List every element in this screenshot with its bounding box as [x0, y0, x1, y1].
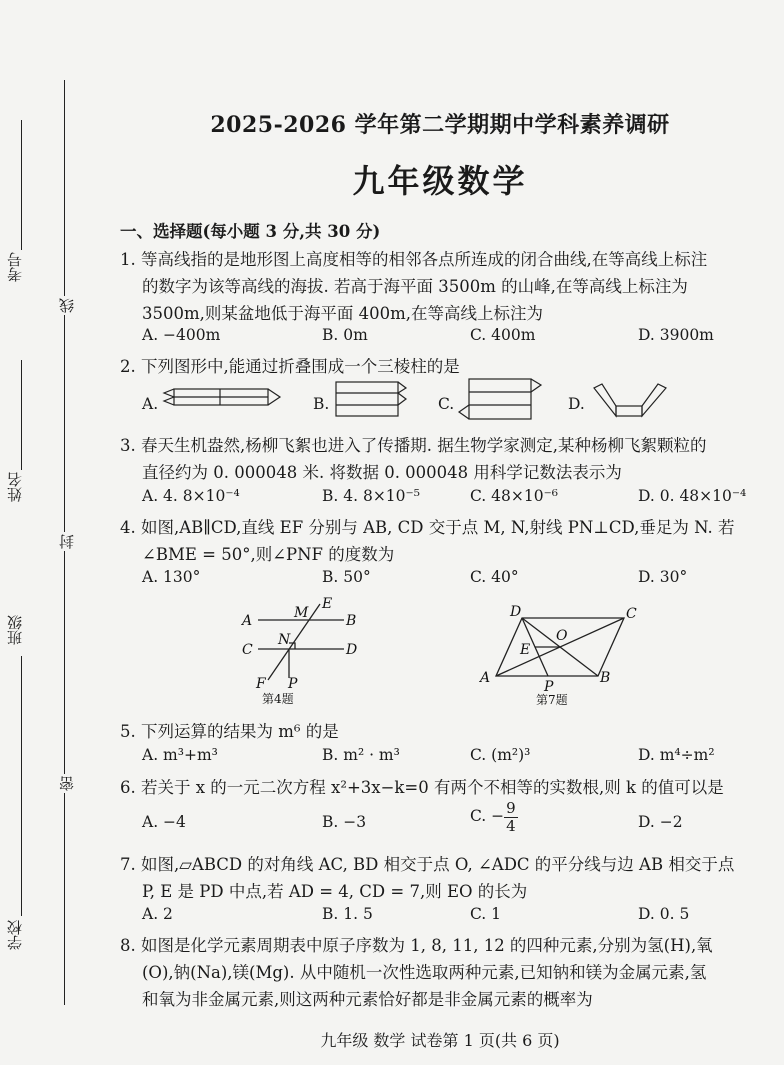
q7-option-a: A. 2 [142, 905, 173, 923]
class-rule [21, 656, 22, 916]
q5-option-b: B. m² · m³ [322, 746, 400, 764]
fig4-label-c: C [242, 642, 253, 658]
section-heading: 一、选择题(每小题 3 分,共 30 分) [120, 222, 381, 241]
q2-option-c: C. [438, 395, 455, 413]
q4-line1: 4. 如图,AB∥CD,直线 EF 分别与 AB, CD 交于点 M, N,射线 PN⊥CD,垂足为 N. 若 [120, 518, 735, 537]
fig4-label-m: M [294, 605, 309, 621]
name-label: 姓名 [6, 472, 24, 502]
school-label: 学校 [6, 920, 24, 950]
q1-option-c: C. 400m [470, 326, 536, 344]
exam-number-label: 考号 [6, 252, 24, 282]
binding-char-xian: 线 [58, 298, 76, 313]
q3-option-c: C. 48×10⁻⁶ [470, 487, 558, 505]
fraction [504, 800, 518, 834]
fig4-label-n: N [278, 632, 291, 648]
q1-line1: 1. 等高线指的是地形图上高度相等的相邻各点所连成的闭合曲线,在等高线上标注 [120, 250, 708, 269]
q7-option-b: B. 1. 5 [322, 905, 373, 923]
fig4-caption: 第4题 [262, 692, 294, 706]
q1-option-b: B. 0m [322, 326, 368, 344]
fig4-label-p: P [288, 676, 298, 692]
exam-title: 2025-2026 学年第二学期期中学科素养调研 [210, 112, 670, 138]
figure-4 [236, 596, 366, 708]
fig7-label-c: C [626, 606, 637, 622]
q4-option-a: A. 130° [142, 568, 201, 586]
fig7-caption: 第7题 [536, 693, 568, 707]
q4-option-b: B. 50° [322, 568, 371, 586]
fig7-label-p: P [544, 679, 554, 695]
class-label: 班级 [6, 615, 24, 645]
q7-option-c: C. 1 [470, 905, 502, 923]
q6-option-a: A. −4 [142, 813, 186, 831]
q3-line1: 3. 春天生机盎然,杨柳飞絮也进入了传播期. 据生物学家测定,某种杨柳飞絮颗粒的 [120, 436, 707, 455]
q6-option-c-prefix: C. − [470, 807, 505, 825]
q1-option-d: D. 3900m [638, 326, 714, 344]
q5-option-d: D. m⁴÷m² [638, 746, 715, 764]
fig4-label-a: A [242, 613, 253, 629]
figure-7 [476, 600, 640, 708]
q2-net-d-figure [590, 380, 670, 420]
q1-line2: 的数字为该等高线的海拔. 若高于海平面 3500m 的山峰,在等高线上标注为 [142, 277, 688, 296]
exam-number-rule [21, 120, 22, 250]
q6-option-b: B. −3 [322, 813, 367, 831]
fig4-label-e: E [322, 596, 333, 612]
q2-net-b-figure [330, 378, 410, 420]
fig7-label-a: A [480, 670, 491, 686]
subject-title: 九年级数学 [352, 162, 528, 200]
fig4-label-f: F [256, 676, 266, 692]
name-rule [21, 360, 22, 470]
q5-option-a: A. m³+m³ [142, 746, 218, 764]
q6-line1: 6. 若关于 x 的一元二次方程 x²+3x−k=0 有两个不相等的实数根,则 k 的值可以是 [120, 778, 724, 797]
q6-option-d: D. −2 [638, 813, 683, 831]
q1-option-a: A. −400m [142, 326, 221, 344]
binding-char-mi: 密 [58, 776, 76, 791]
q2-line1: 2. 下列图形中,能通过折叠围成一个三棱柱的是 [120, 357, 460, 376]
q6-option-c [470, 800, 518, 834]
q7-line2: P, E 是 PD 中点,若 AD = 4, CD = 7,则 EO 的长为 [142, 882, 528, 901]
q5-option-c: C. (m²)³ [470, 746, 531, 764]
q4-option-d: D. 30° [638, 568, 688, 586]
q2-net-c-figure [455, 375, 545, 423]
q3-line2: 直径约为 0. 000048 米. 将数据 0. 000048 用科学记数法表示为 [142, 463, 622, 482]
q7-option-d: D. 0. 5 [638, 905, 690, 923]
q8-line1: 8. 如图是化学元素周期表中原子序数为 1, 8, 11, 12 的四种元素,分别为氢(H),氧 [120, 936, 713, 955]
fraction-denominator: 4 [506, 816, 516, 835]
fig4-label-b: B [346, 613, 357, 629]
q2-option-b: B. [313, 395, 330, 413]
fig4-label-d: D [346, 642, 358, 658]
q3-option-b: B. 4. 8×10⁻⁵ [322, 487, 420, 505]
q2-option-a: A. [142, 395, 159, 413]
q2-option-d: D. [568, 395, 585, 413]
fig7-label-e: E [520, 642, 531, 658]
q4-option-c: C. 40° [470, 568, 519, 586]
q7-line1: 7. 如图,▱ABCD 的对角线 AC, BD 相交于点 O, ∠ADC 的平分线与边 AB 相交于点 [120, 855, 735, 874]
q3-option-d: D. 0. 48×10⁻⁴ [638, 487, 747, 505]
q2-net-a-figure [160, 383, 285, 413]
fig7-label-o: O [556, 628, 568, 644]
fig7-label-b: B [600, 670, 611, 686]
q5-line1: 5. 下列运算的结果为 m⁶ 的是 [120, 722, 339, 741]
q1-line3: 3500m,则某盆地低于海平面 400m,在等高线上标注为 [142, 304, 544, 323]
page-footer: 九年级 数学 试卷第 1 页(共 6 页) [320, 1031, 560, 1050]
q8-line3: 和氧为非金属元素,则这两种元素恰好都是非金属元素的概率为 [142, 990, 593, 1009]
fraction-numerator: 9 [506, 799, 516, 817]
fig7-label-d: D [510, 604, 522, 620]
q8-line2: (O),钠(Na),镁(Mg). 从中随机一次性选取两种元素,已知钠和镁为金属元素,氢 [142, 963, 707, 982]
q3-option-a: A. 4. 8×10⁻⁴ [142, 487, 240, 505]
binding-char-feng: 封 [58, 534, 76, 549]
q4-line2: ∠BME = 50°,则∠PNF 的度数为 [142, 545, 395, 564]
